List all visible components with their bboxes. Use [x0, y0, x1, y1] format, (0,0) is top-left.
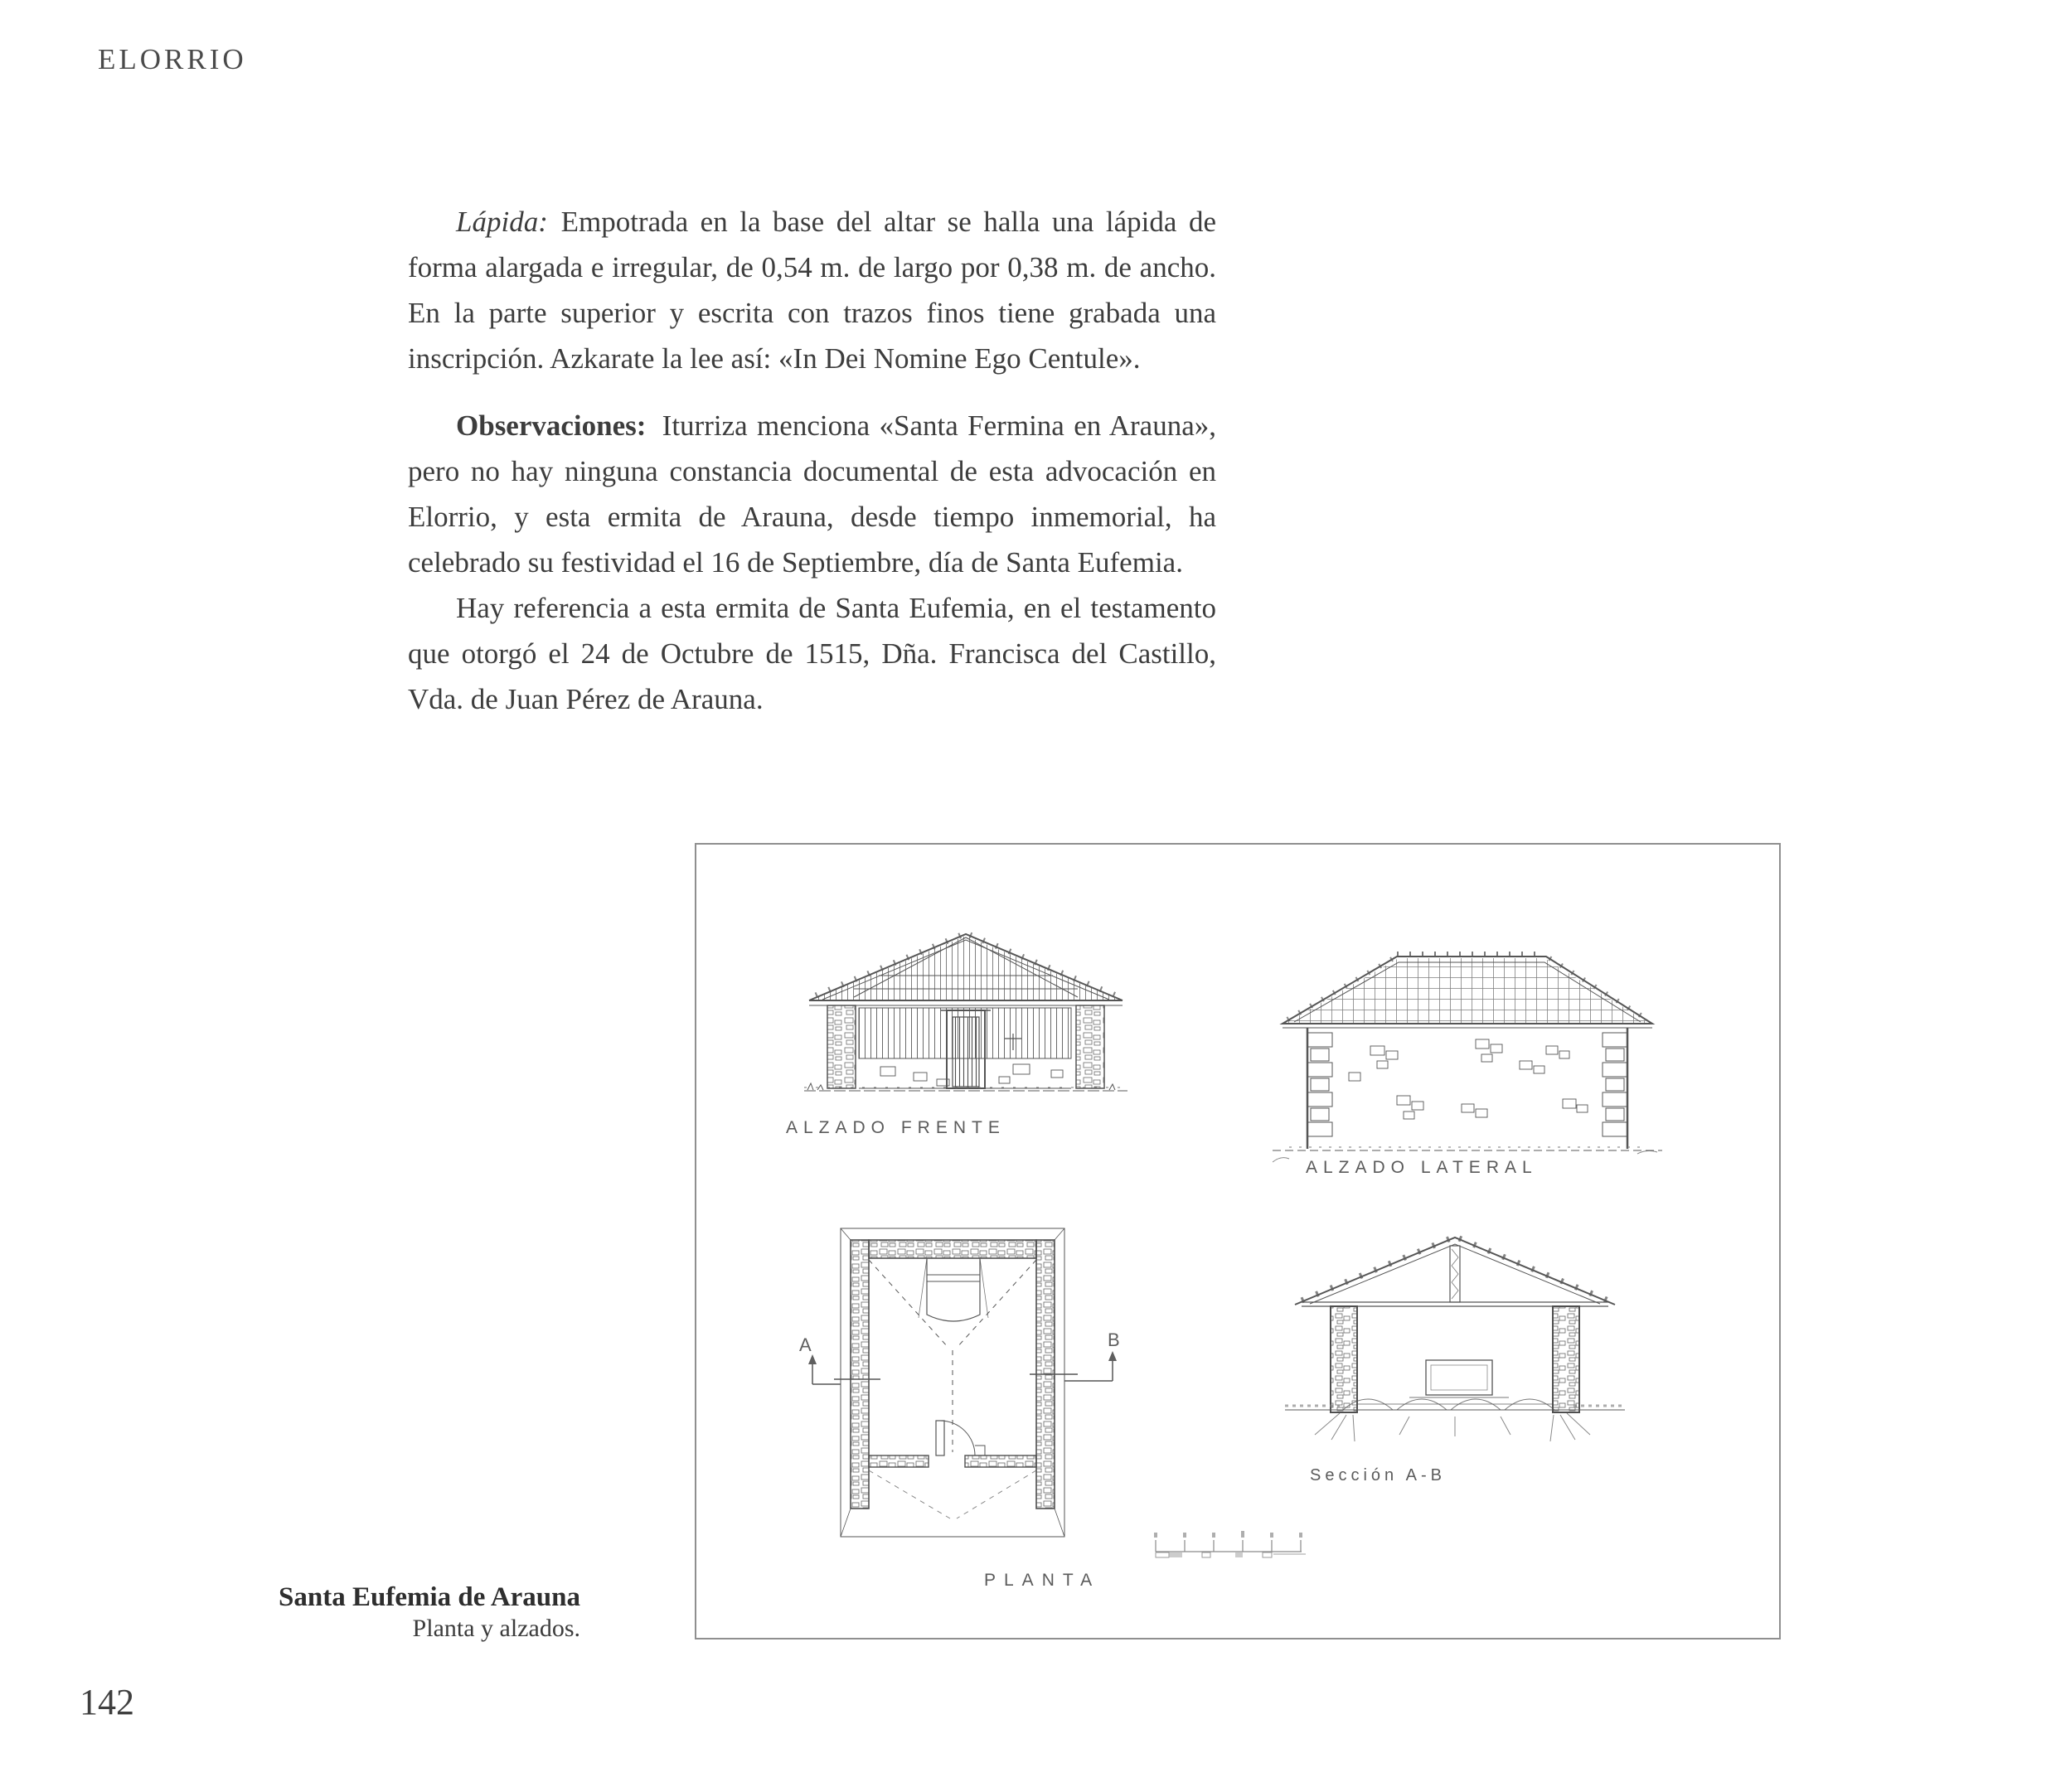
referencia-text: Hay referencia a esta ermita de Santa Eufemia, en el testamento que otorgó el 24 de Octubre de 1515, Dña. Francisca del Castillo, Vda. de Juan Pérez de Arauna. [408, 592, 1216, 715]
lapida-lead: Lápida: [456, 206, 548, 238]
plan-door-swing [940, 1421, 975, 1455]
front-roof [809, 934, 1123, 1005]
scale-bar [1152, 1528, 1306, 1570]
plan-door-leaf [936, 1421, 944, 1455]
lateral-wall [1307, 1028, 1627, 1149]
paragraph-lapida [408, 199, 1216, 381]
caption-subtitle: Planta y alzados. [412, 1615, 580, 1642]
running-header: ELORRIO [98, 43, 247, 75]
svg-text:B: B [1108, 1329, 1120, 1350]
front-elevation-drawing [804, 927, 1127, 1097]
figure-panel [695, 843, 1781, 1639]
plan-drawing [788, 1222, 1136, 1553]
plan-altar [919, 1258, 988, 1321]
lateral-elevation-label: ALZADO LATERAL [1306, 1158, 1538, 1177]
lapida-text: Empotrada en la base del altar se halla una lápida de forma alargada e irregular, de 0,54 m. de largo por 0,38 m. de ancho. En la parte superior y escrita con trazos finos tiene grabada una inscripción. Azkarate la lee así: «In Dei Nomine Ego Centule». [408, 206, 1216, 375]
observaciones-text: Iturriza menciona «Santa Fermina en Arauna», pero no hay ninguna constancia documental de esta advocación en Elorrio, y esta ermita de Arauna, desde tiempo inmemorial, ha celebrado su festividad el 16 de Septiembre, día de Santa Eufemia. [408, 409, 1216, 579]
observaciones-lead: Observaciones: [456, 409, 647, 442]
figure-caption [199, 1581, 580, 1644]
plan-diagonals [869, 1260, 1036, 1518]
lateral-stones [1349, 1039, 1588, 1119]
section-roof [1295, 1237, 1615, 1306]
section-label: Sección A-B [1310, 1466, 1446, 1484]
svg-text:A: A [799, 1334, 812, 1355]
section-drawing [1285, 1226, 1625, 1483]
caption-title: Santa Eufemia de Arauna [279, 1582, 580, 1612]
section-interior [1331, 1306, 1579, 1412]
front-elevation-label: ALZADO FRENTE [786, 1118, 1006, 1137]
paragraph-observaciones [408, 403, 1216, 585]
paragraph-referencia [408, 585, 1216, 722]
lateral-roof [1283, 954, 1652, 1028]
plan-label: PLANTA [984, 1571, 1101, 1590]
page-number: 142 [80, 1682, 134, 1722]
body-text [408, 199, 1216, 722]
lateral-elevation-drawing [1273, 940, 1662, 1180]
